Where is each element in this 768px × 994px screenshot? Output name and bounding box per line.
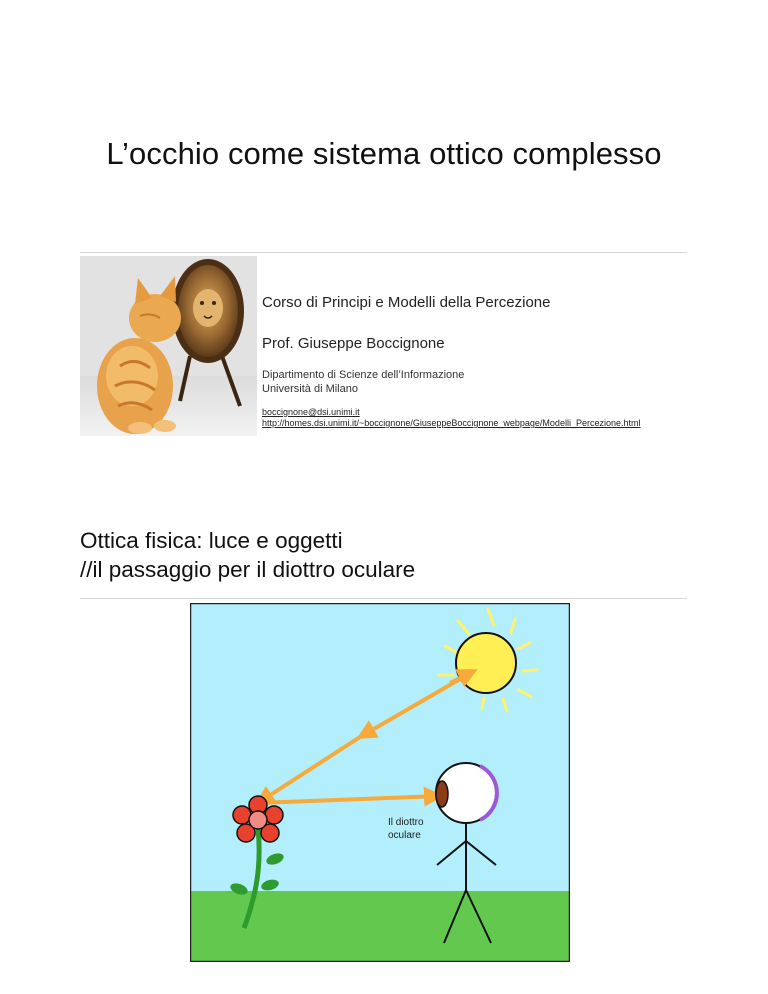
email-link[interactable]: boccignone@dsi.unimi.it [262,407,360,417]
heading-line-2: //il passaggio per il diottro oculare [80,557,416,582]
professor-name: Prof. Giuseppe Boccignone [262,335,445,352]
course-url-link[interactable]: http://homes.dsi.unimi.it/~boccignone/GiuseppeBoccignone_webpage/Modelli_Percezione.html [262,418,641,428]
diagram-label-line-1: Il diottro [388,817,424,828]
university: Università di Milano [262,383,358,395]
cat-in-mirror-lion-image [80,256,257,436]
slide-2-heading [80,526,415,584]
cat-mirror-photo [80,256,257,436]
department: Dipartimento di Scienze dell’Informazione [262,369,465,381]
affiliation [262,368,464,396]
diagram-label-line-2: oculare [388,830,421,841]
contact-links [262,407,640,429]
optics-diagram [190,603,570,962]
eye-lens-icon [436,781,448,807]
heading-line-1: Ottica fisica: luce e oggetti [80,528,343,553]
divider-top [80,252,687,253]
sky [190,603,570,891]
divider-middle [80,598,687,599]
slide-1-title: L’occhio come sistema ottico complesso [106,136,662,171]
course-title: Corso di Principi e Modelli della Percezione [262,294,551,311]
sun [456,633,516,693]
